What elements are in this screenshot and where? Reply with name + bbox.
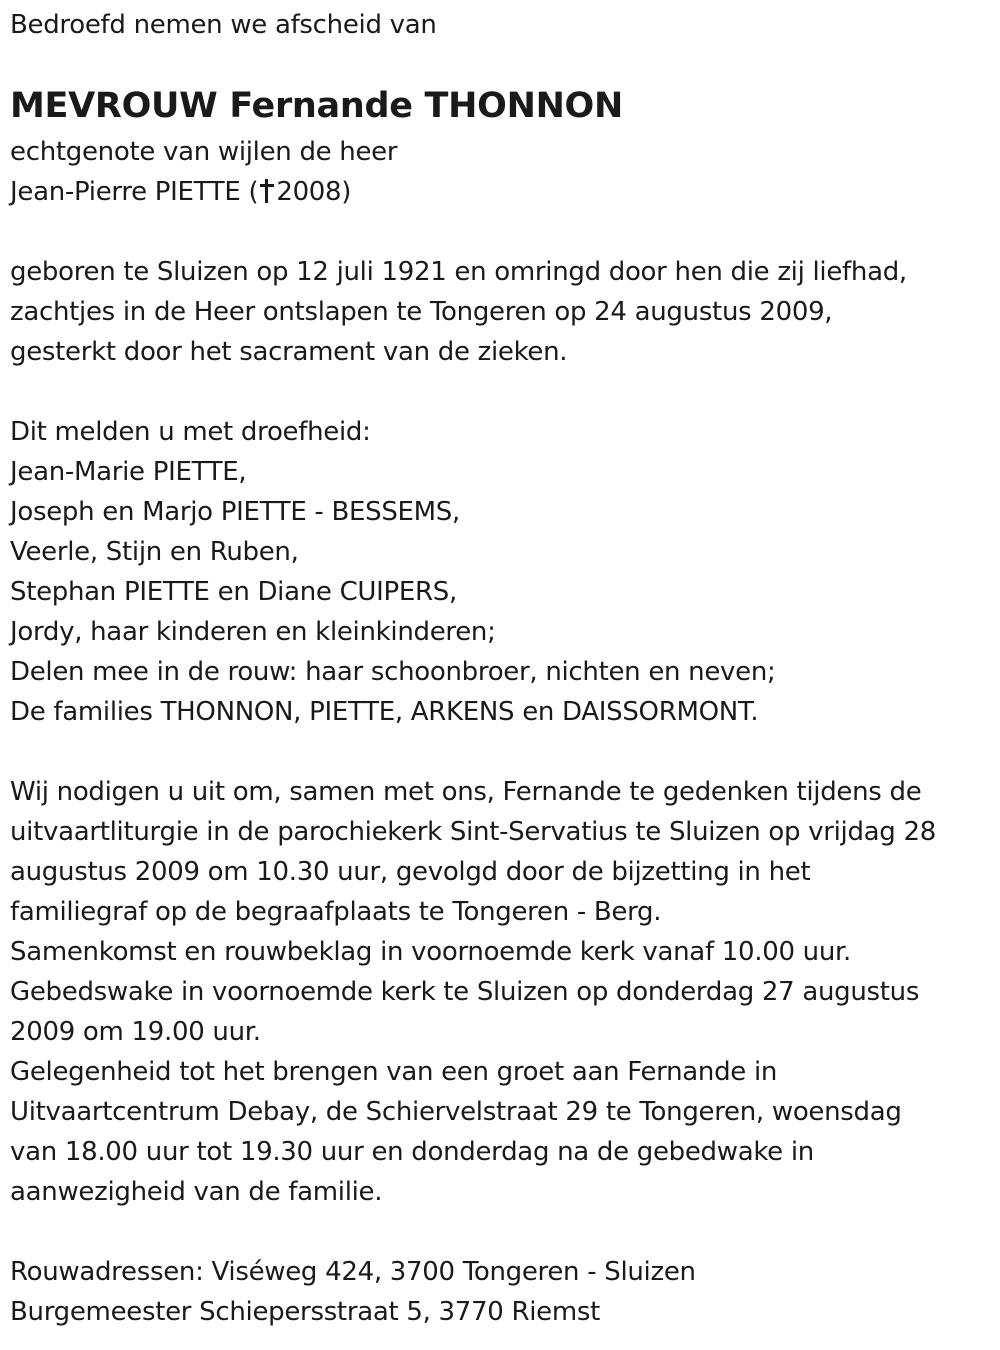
birth-death-line: zachtjes in de Heer ontslapen te Tongeren op 24 augustus 2009,	[10, 297, 833, 327]
birth-death-line: geboren te Sluizen op 12 juli 1921 en omringd door hen die zij liefhad,	[10, 257, 907, 287]
family-paragraph	[10, 412, 990, 732]
address-line: Rouwadressen: Viséweg 424, 3700 Tongeren - Sluizen	[10, 1257, 696, 1287]
spouse-line: echtgenote van wijlen de heer	[10, 137, 398, 167]
ceremony-line: 2009 om 19.00 uur.	[10, 1017, 261, 1047]
family-line: Dit melden u met droefheid:	[10, 417, 371, 447]
deceased-name: MEVROUW Fernande THONNON	[10, 86, 624, 126]
family-line: Joseph en Marjo PIETTE - BESSEMS,	[10, 497, 460, 527]
address-line: Burgemeester Schiepersstraat 5, 3770 Riemst	[10, 1297, 601, 1327]
spouse-name: Jean-Pierre PIETTE (	[10, 177, 259, 207]
spacer	[10, 212, 990, 252]
ceremony-line: uitvaartliturgie in de parochiekerk Sint-Servatius te Sluizen op vrijdag 28	[10, 817, 936, 847]
family-line: De families THONNON, PIETTE, ARKENS en DAISSORMONT.	[10, 697, 759, 727]
family-line: Veerle, Stijn en Ruben,	[10, 537, 299, 567]
ceremony-line: van 18.00 uur tot 19.30 uur en donderdag na de gebedwake in	[10, 1137, 814, 1167]
family-line: Jordy, haar kinderen en kleinkinderen;	[10, 617, 496, 647]
ceremony-line: Wij nodigen u uit om, samen met ons, Fernande te gedenken tijdens de	[10, 777, 922, 807]
ceremony-line: Samenkomst en rouwbeklag in voornoemde kerk vanaf 10.00 uur.	[10, 937, 851, 967]
family-line: Delen mee in de rouw: haar schoonbroer, nichten en neven;	[10, 657, 776, 687]
spouse-death-year: 2008)	[276, 177, 352, 207]
ceremony-line: Gelegenheid tot het brengen van een groet aan Fernande in	[10, 1057, 778, 1087]
ceremony-line: Gebedswake in voornoemde kerk te Sluizen op donderdag 27 augustus	[10, 977, 920, 1007]
spouse-name-line	[10, 172, 990, 212]
birth-death-line: gesterkt door het sacrament van de zieken.	[10, 337, 568, 367]
spacer	[10, 1212, 990, 1252]
ceremony-paragraph	[10, 772, 990, 1212]
obituary-notice	[10, 0, 990, 1332]
family-line: Jean-Marie PIETTE,	[10, 457, 247, 487]
spacer	[10, 732, 990, 772]
ceremony-line: Uitvaartcentrum Debay, de Schiervelstraat 29 te Tongeren, woensdag	[10, 1097, 902, 1127]
ceremony-line: aanwezigheid van de familie.	[10, 1177, 383, 1207]
ceremony-line: augustus 2009 om 10.30 uur, gevolgd door de bijzetting in het	[10, 857, 811, 887]
family-line: Stephan PIETTE en Diane CUIPERS,	[10, 577, 457, 607]
intro-line: Bedroefd nemen we afscheid van	[10, 10, 437, 40]
ceremony-line: familiegraf op de begraafplaats te Tongeren - Berg.	[10, 897, 662, 927]
cross-icon	[259, 179, 275, 203]
spacer	[10, 372, 990, 412]
birth-death-paragraph	[10, 252, 990, 372]
addresses-paragraph	[10, 1252, 990, 1332]
